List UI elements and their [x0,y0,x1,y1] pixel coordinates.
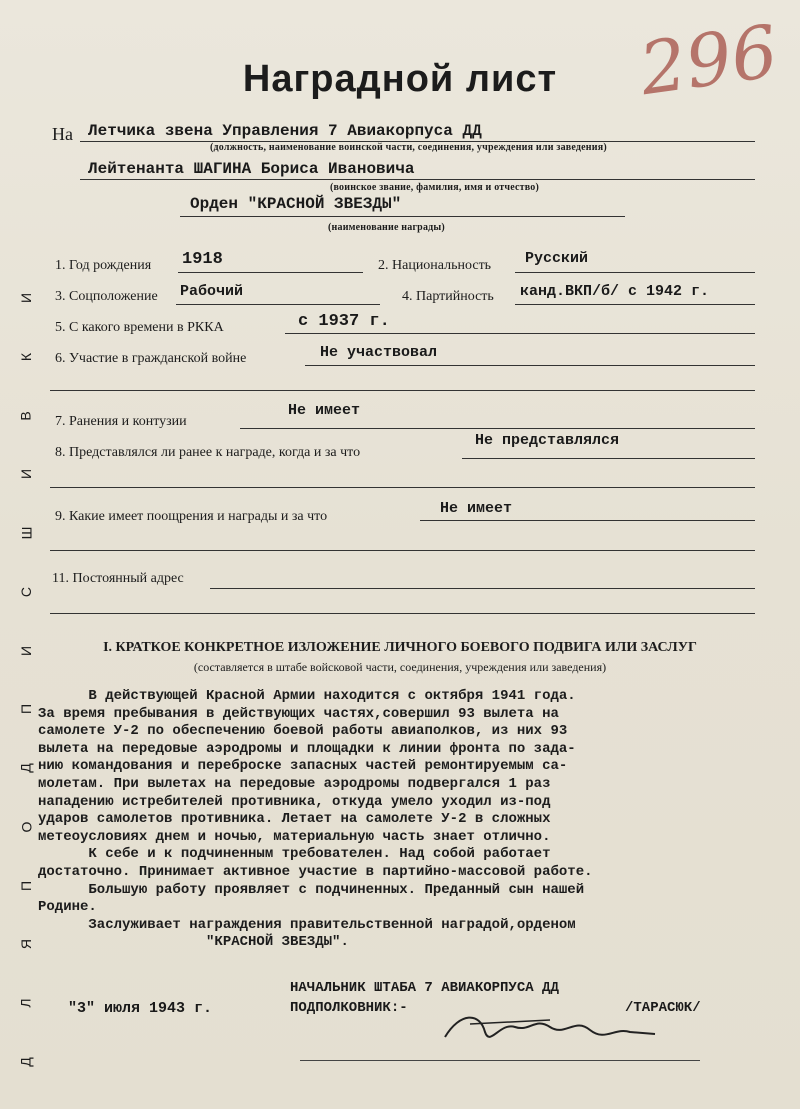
position-value: Летчика звена Управления 7 Авиакорпуса ДД [88,122,482,140]
field-1-label: 1. Год рождения [55,258,152,273]
sidebar-letter: С [18,586,34,597]
sidebar-letter: П [18,704,34,715]
field-4-label: 4. Партийность [402,289,494,304]
sidebar-letter: Ш [18,526,34,540]
sidebar-letter: Д [17,763,34,773]
name-line [80,179,755,180]
award-caption: (наименование награды) [328,222,445,233]
signer-title: НАЧАЛЬНИК ШТАБА 7 АВИАКОРПУСА ДД [290,980,559,996]
signer-rank: ПОДПОЛКОВНИК:- [290,1000,408,1016]
field-5-label: 5. С какого времени в РККА [55,320,224,335]
field-6-label: 6. Участие в гражданской войне [55,351,247,366]
field-2-value: Русский [525,250,589,267]
signature-line [300,1060,700,1061]
field-11-label: 11. Постоянный адрес [52,571,184,586]
field-9-line-2 [50,550,755,551]
sidebar-letter: Д [17,1057,34,1067]
name-value: Лейтенанта ШАГИНА Бориса Ивановича [88,160,415,178]
section-heading: I. КРАТКОЕ КОНКРЕТНОЕ ИЗЛОЖЕНИЕ ЛИЧНОГО БОЕВОГО ПОДВИГА ИЛИ ЗАСЛУГ [103,640,697,655]
section-subheading: (составляется в штабе войсковой части, соединения, учреждения или заведения) [193,660,607,674]
award-value: Орден "КРАСНОЙ ЗВЕЗДЫ" [190,195,402,213]
field-7-value: Не имеет [288,402,361,419]
field-7-label: 7. Ранения и контузии [55,414,187,429]
field-2-line [515,272,755,273]
sidebar-letter: Л [18,998,34,1008]
field-4-line [515,304,755,305]
field-6-line [305,365,755,366]
field-1-line [178,272,363,273]
field-5-line [285,333,755,334]
field-8-line [462,458,755,459]
sidebar-vertical-text [14,290,38,1070]
award-line [180,216,625,217]
field-3-value: Рабочий [180,283,244,300]
field-8-value: Не представлялся [475,432,620,449]
sidebar-letter: В [18,410,34,421]
recipient-prefix: На [52,124,73,144]
field-11-line-2 [50,613,755,614]
citation-text: В действующей Красной Армии находится с октября 1941 года. За время пребывания в действующих частях,совершил 93 вылета на самолете У-2 по обеспечению боевой работы авиаполков, из них 93 вылета на передовые аэродромы и площадки к линии фронта по зада- нию командования и переброске запасных частей ремонтируемым са- молетам. При вылетах на передовые аэродромы подвергался 1 раз нападению истребителей противника, откуда умело уходил из-под ударов самолетов противника. Летает на самолете У-2 в сложных метеоусловиях днем и ночью, материальную часть знает отлично. К себе и к подчиненным требователен. Над собой работает достаточно. Принимает активное участие в партийно-массовой работе. Большую работу проявляет с подчиненных. Преданный сын нашей Родине. Заслуживает награждения правительственной наградой,орденом "КРАСНОЙ ЗВЕЗДЫ". [38,688,593,951]
field-6-line-2 [50,390,755,391]
sidebar-letter: Я [18,939,34,950]
field-8-line-2 [50,487,755,488]
sidebar-letter: И [18,292,34,304]
field-8-label: 8. Представлялся ли ранее к награде, когда и за что [55,445,361,460]
archive-number: 296 [634,8,783,112]
name-caption: (воинское звание, фамилия, имя и отчество) [330,182,539,193]
field-9-value: Не имеет [440,500,513,517]
field-5-value: с 1937 г. [298,312,390,331]
sidebar-letter: О [17,821,34,833]
sidebar-letter: П [18,880,34,891]
field-3-line [176,304,380,305]
field-9-line [420,520,755,521]
document-date: "3" июля 1943 г. [68,1000,213,1017]
field-7-line [240,428,755,429]
sidebar-letter: К [18,352,34,361]
signer-name: /ТАРАСЮК/ [625,1000,701,1016]
signature [440,1002,660,1062]
field-2-label: 2. Национальность [378,258,492,273]
field-3-label: 3. Соцположение [55,289,158,304]
field-9-label: 9. Какие имеет поощрения и награды и за что [55,509,328,524]
sidebar-letter: И [18,645,34,656]
field-1-value: 1918 [182,250,223,269]
field-4-value: канд.ВКП/б/ с 1942 г. [520,283,710,300]
sidebar-letter: И [18,469,34,480]
field-6-value: Не участвовал [320,344,438,361]
position-caption: (должность, наименование воинской части, соединения, учреждения или заведения) [210,142,607,153]
document-title: Наградной лист [242,58,558,100]
field-11-line [210,588,755,589]
